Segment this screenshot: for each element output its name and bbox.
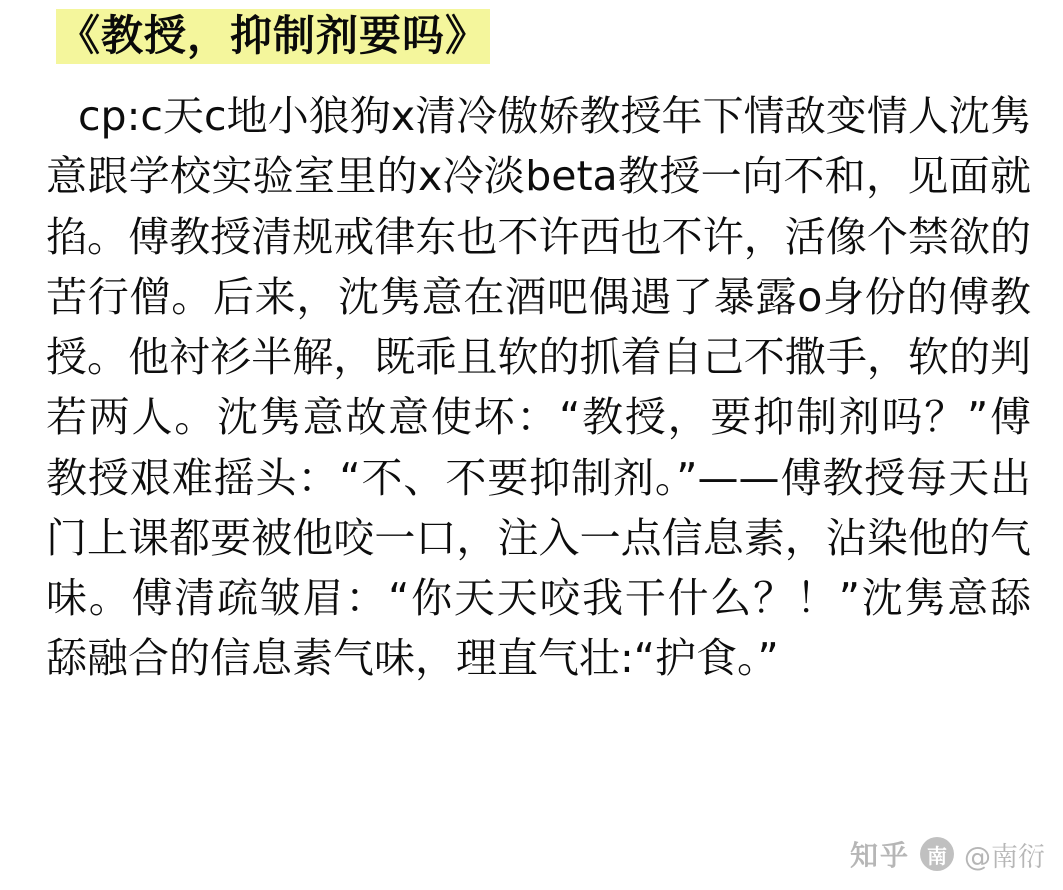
watermark-username: @南衍: [964, 841, 1045, 873]
avatar: 南: [920, 837, 954, 871]
watermark: [850, 834, 1045, 874]
zhihu-logo: 知乎: [849, 839, 910, 872]
document-title-text: 《教授，抑制剂要吗》: [56, 9, 490, 64]
document-body-text: cp:c天c地小狼狗x清冷傲娇教授年下情敌变情人沈隽意跟学校实验室里的x冷淡beta教授一向不和，见面就掐。傅教授清规戒律东也不许西也不许，活像个禁欲的苦行僧。后来，沈隽意在酒吧偶遇了暴露o身份的傅教授。他衬衫半解，既乖且软的抓着自己不撒手，软的判若两人。沈隽意故意使坏：“教授，要抑制剂吗？”傅教授艰难摇头：“不、不要抑制剂。”——傅教授每天出门上课都要被他咬一口，注入一点信息素，沾染他的气味。傅清疏皱眉：“你天天咬我干什么？！”沈隽意舔舔融合的信息素气味，理直气壮:“护食。”: [46, 92, 1031, 683]
document-title: [56, 10, 490, 61]
